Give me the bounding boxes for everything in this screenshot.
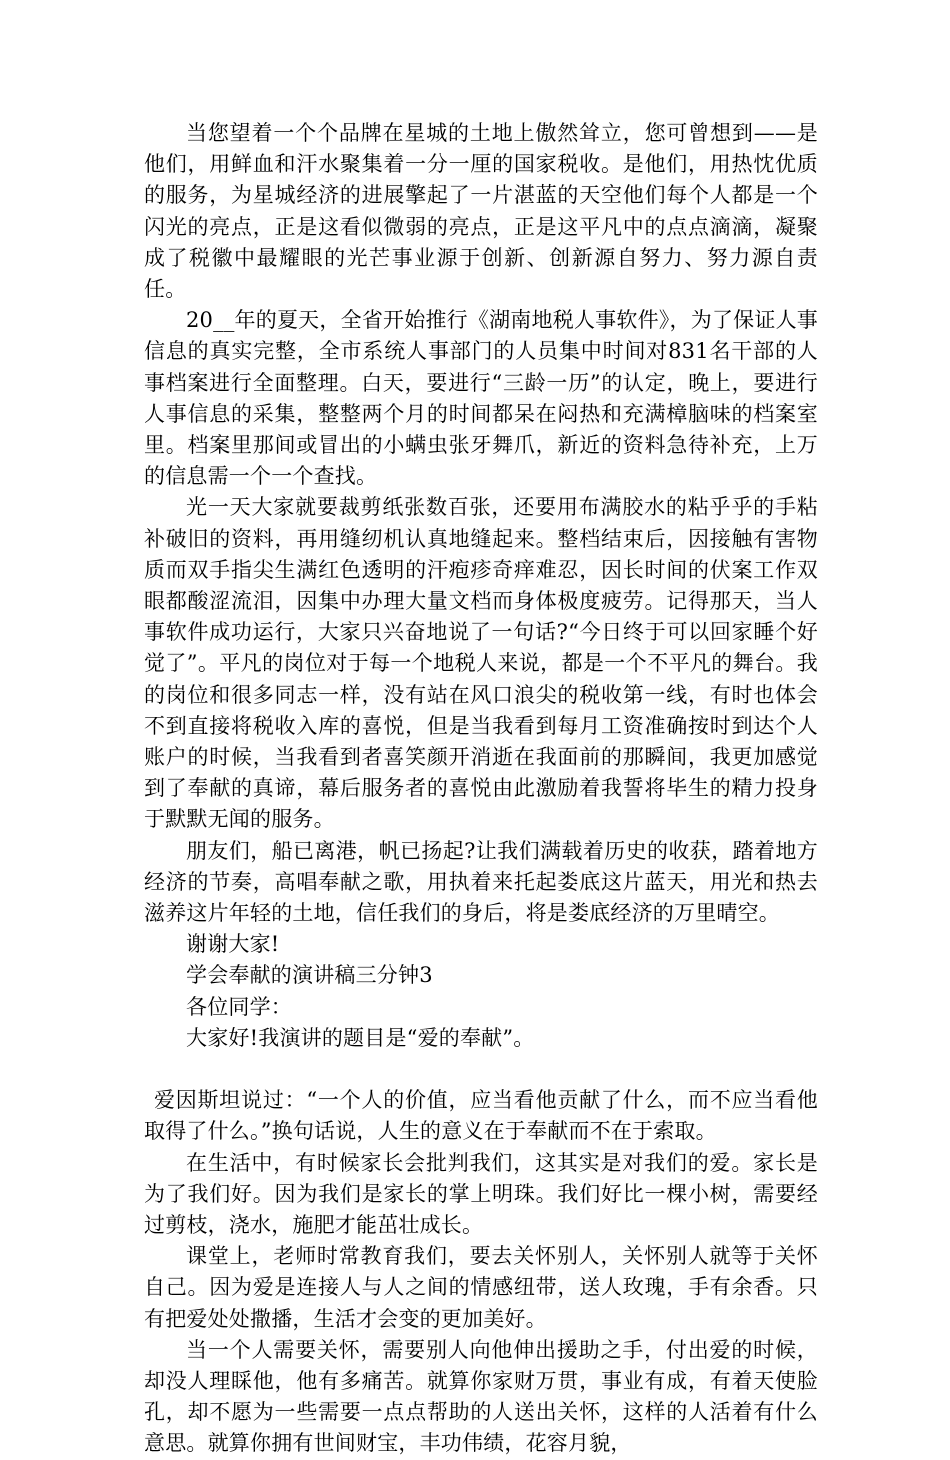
speech-topic: 大家好!我演讲的题目是“爱的奉献”。 bbox=[186, 1025, 535, 1050]
paragraph-teacher-care: 课堂上，老师时常教育我们，要去关怀别人，关怀别人就等于关怀自己。因为爱是连接人与人之间的情感纽带，送人玫瑰，手有余香。只有把爱处处撒播，生活才会变的更加美好。 bbox=[144, 1244, 818, 1331]
blank-line bbox=[144, 1054, 818, 1085]
greeting-students: 各位同学： bbox=[186, 994, 292, 1019]
paragraph-archive-work: 光一天大家就要裁剪纸张数百张，还要用布满胶水的粘乎乎的手粘补破旧的资料，再用缝纫机认真地缝起来。整档结束后，因接触有害物质而双手指尖生满红色透明的汗疱疹奇痒难忍，因长时间的伏案工作双眼都酸涩流泪，因集中办理大量文档而身体极度疲劳。记得那天，当人事软件成功运行，大家只兴奋地说了一句话?“今日终于可以回家睡个好觉了”。平凡的岗位对于每一个地税人来说，都是一个不平凡的舞台。我的岗位和很多同志一样，没有站在风口浪尖的税收第一线，有时也体会不到直接将税收入库的喜悦，但是当我看到每月工资准确按时到达个人账户的时候，当我看到者喜笑颜开消逝在我面前的那瞬间，我更加感觉到了奉献的真谛，幕后服务者的喜悦由此激励着我誓将毕生的精力投身于默默无闻的服务。 bbox=[144, 495, 818, 832]
paragraph-parents-love: 在生活中，有时候家长会批判我们，这其实是对我们的爱。家长是为了我们好。因为我们是家长的掌上明珠。我们好比一棵小树，需要经过剪枝，浇水，施肥才能茁壮成长。 bbox=[144, 1150, 818, 1237]
speech-title: 学会奉献的演讲稿三分钟3 bbox=[186, 963, 433, 988]
paragraph-friends-closing: 朋友们，船已离港，帆已扬起?让我们满载着历史的收获，踏着地方经济的节奏，高唱奉献之歌，用执着来托起娄底这片蓝天，用光和热去滋养这片年轻的土地，信任我们的身后，将是娄底经济的万里晴空。 bbox=[144, 838, 818, 926]
paragraph-thanks: 谢谢大家! bbox=[186, 932, 280, 957]
paragraph-personnel-software: 20__年的夏天，全省开始推行《湖南地税人事软件》，为了保证人事信息的真实完整，全市系统人事部门的人员集中时间对831名干部的人事档案进行全面整理。白天，要进行“三龄一历”的认定，晚上，要进行人事信息的采集，整整两个月的时间都呆在闷热和充满樟脑味的档案室里。档案里那间或冒出的小螨虫张牙舞爪，新近的资料急待补充，上万的信息需一个一个查找。 bbox=[144, 308, 818, 489]
paragraph-brand-city: 当您望着一个个品牌在星城的土地上傲然耸立，您可曾想到——是他们，用鲜血和汗水聚集着一分一厘的国家税收。是他们，用热忱优质的服务，为星城经济的进展擎起了一片湛蓝的天空他们每个人都是一个闪光的亮点，正是这看似微弱的亮点，正是这平凡中的点点滴滴，凝聚成了税徽中最耀眼的光芒事业源于创新、创新源自努力、努力源自责任。 bbox=[144, 121, 818, 302]
paragraph-need-care: 当一个人需要关怀，需要别人向他伸出援助之手，付出爱的时候，却没人理睬他，他有多痛苦。就算你家财万贯，事业有成，有着天使脸孔，却不愿为一些需要一点点帮助的人送出关怀，这样的人活着有什么意思。就算你拥有世间财宝，丰功伟绩，花容月貌， bbox=[144, 1337, 818, 1456]
paragraph-einstein-quote: 爱因斯坦说过：“一个人的价值，应当看他贡献了什么，而不应当看他取得了什么。”换句话说，人生的意义在于奉献而不在于索取。 bbox=[144, 1088, 818, 1144]
document-body bbox=[144, 118, 818, 1460]
